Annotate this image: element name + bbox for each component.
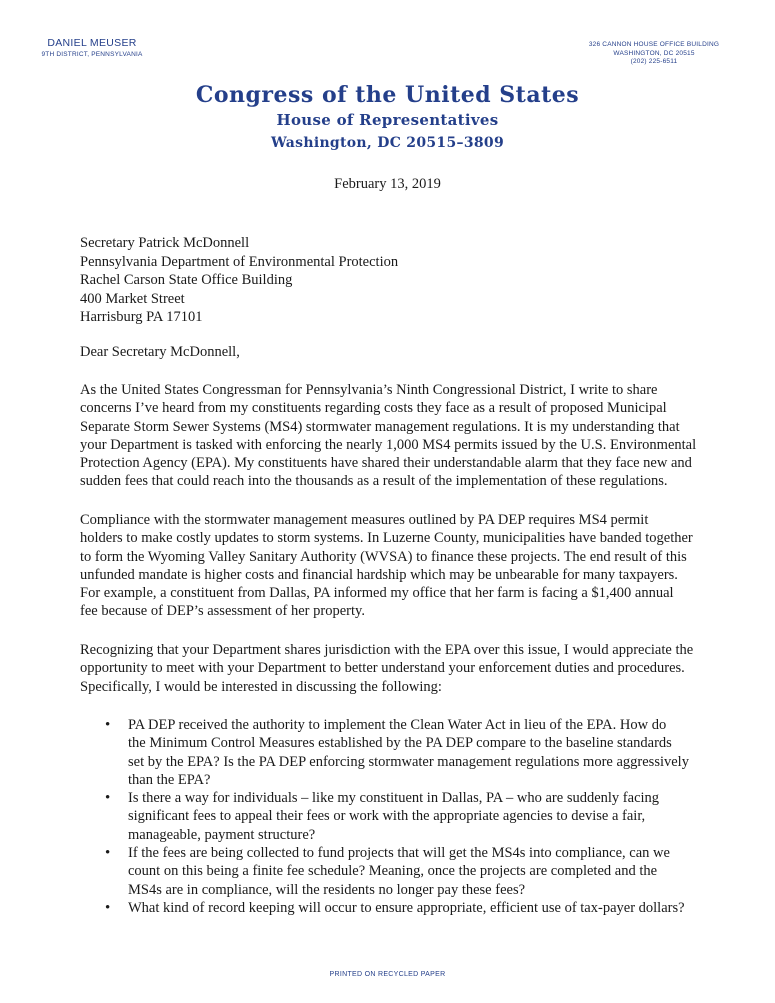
- recipient-line: Pennsylvania Department of Environmental Protection: [80, 253, 399, 270]
- bullet-dot-icon: •: [105, 845, 111, 862]
- paragraph-line: to form the Wyoming Valley Sanitary Authority (WVSA) to finance these projects. The end result of this: [80, 548, 687, 565]
- bullet-item: [80, 789, 690, 844]
- bullet-line: count on this being a finite fee schedule? Meaning, once the projects are completed and the: [128, 863, 658, 880]
- sender-name: DANIEL MEUSER: [47, 37, 137, 49]
- bullet-line: manageable, payment structure?: [128, 826, 316, 843]
- bullet-line: PA DEP received the authority to implement the Clean Water Act in lieu of the EPA. How do: [128, 717, 667, 733]
- recipient-line: Rachel Carson State Office Building: [80, 272, 293, 288]
- bullet-dot-icon: •: [105, 790, 111, 807]
- paragraph-line: Specifically, I would be interested in discussing the following:: [80, 678, 442, 695]
- bullet-line: the Minimum Control Measures established by the PA DEP compare to the baseline standards: [128, 735, 672, 752]
- bullet-line: significant fees to appeal their fees or work with the appropriate agencies to devise a fair,: [128, 808, 646, 825]
- office-line: (202) 225-6511: [630, 58, 678, 65]
- paragraph-line: concerns I’ve heard from my constituents regarding costs they face as a result of proposed Municipal: [80, 400, 667, 417]
- bullet-line: What kind of record keeping will occur to ensure appropriate, efficient use of tax-payer dollars?: [128, 899, 685, 916]
- paragraph-line: Separate Storm Sewer Systems (MS4) stormwater management regulations. It is my understanding that: [80, 418, 680, 435]
- bullet-dot-icon: •: [105, 717, 111, 733]
- letterhead-congress: Congress of the United States: [195, 82, 580, 108]
- bullet-line: Is there a way for individuals – like my constituent in Dallas, PA – who are suddenly facing: [128, 790, 660, 807]
- paragraph-line: unfunded mandate is higher costs and financial hardship which may be unbearable for many taxpayers.: [80, 566, 678, 583]
- paragraph-3: [80, 641, 694, 696]
- recycled-paper-footer: PRINTED ON RECYCLED PAPER: [329, 971, 446, 978]
- office-line: 326 CANNON HOUSE OFFICE BUILDING: [588, 41, 720, 48]
- recipient-address: [80, 234, 398, 327]
- paragraph-line: As the United States Congressman for Pennsylvania’s Ninth Congressional District, I write to share: [80, 382, 658, 398]
- paragraph-line: holders to make costly updates to storm systems. In Luzerne County, municipalities have banded together: [80, 530, 693, 547]
- paragraph-line: For example, a constituent from Dallas, PA informed my office that her farm is facing a $1,400 annual: [80, 585, 674, 602]
- office-line: WASHINGTON, DC 20515: [613, 49, 695, 57]
- recipient-line: 400 Market Street: [80, 290, 185, 307]
- bullet-list: [80, 716, 690, 917]
- sender-block: [32, 37, 152, 59]
- bullet-line: MS4s are in compliance, will the residents no longer pay these fees?: [128, 881, 526, 898]
- bullet-line: than the EPA?: [128, 771, 211, 788]
- bullet-item: [80, 844, 690, 899]
- paragraph-line: Recognizing that your Department shares jurisdiction with the EPA over this issue, I would appreciate the: [80, 642, 694, 658]
- bullet-line: set by the EPA? Is the PA DEP enforcing stormwater management regulations more aggressively: [128, 753, 689, 770]
- recipient-line: Harrisburg PA 17101: [80, 309, 203, 325]
- letterhead-house: House of Representatives: [276, 111, 499, 129]
- bullet-item: [80, 899, 690, 917]
- paragraph-line: opportunity to meet with your Department to better understand your enforcement duties and procedures.: [80, 660, 685, 677]
- paragraph-line: Protection Agency (EPA). My constituents have shared their understandable alarm that they face new and: [80, 455, 692, 472]
- sender-district: 9TH DISTRICT, PENNSYLVANIA: [41, 51, 143, 58]
- bullet-item: [80, 716, 690, 789]
- letter-date: February 13, 2019: [334, 176, 441, 192]
- paragraph-2: [80, 511, 693, 621]
- paragraph-1: [80, 381, 697, 491]
- salutation: Dear Secretary McDonnell,: [80, 344, 240, 360]
- letterhead-city: Washington, DC 20515–3809: [271, 135, 504, 151]
- bullet-dot-icon: •: [105, 899, 111, 916]
- bullet-line: If the fees are being collected to fund projects that will get the MS4s into compliance, can we: [128, 845, 670, 862]
- paragraph-line: fee because of DEP’s assessment of her property.: [80, 603, 365, 620]
- paragraph-line: Compliance with the stormwater management measures outlined by PA DEP requires MS4 permit: [80, 512, 649, 528]
- paragraph-line: sudden fees that could reach into the thousands as a result of the implementation of these regulations.: [80, 473, 668, 490]
- paragraph-line: your Department is tasked with enforcing the nearly 1,000 MS4 permits issued by the U.S. Environmental: [80, 436, 697, 453]
- office-address-block: [574, 41, 734, 67]
- recipient-line: Secretary Patrick McDonnell: [80, 235, 250, 251]
